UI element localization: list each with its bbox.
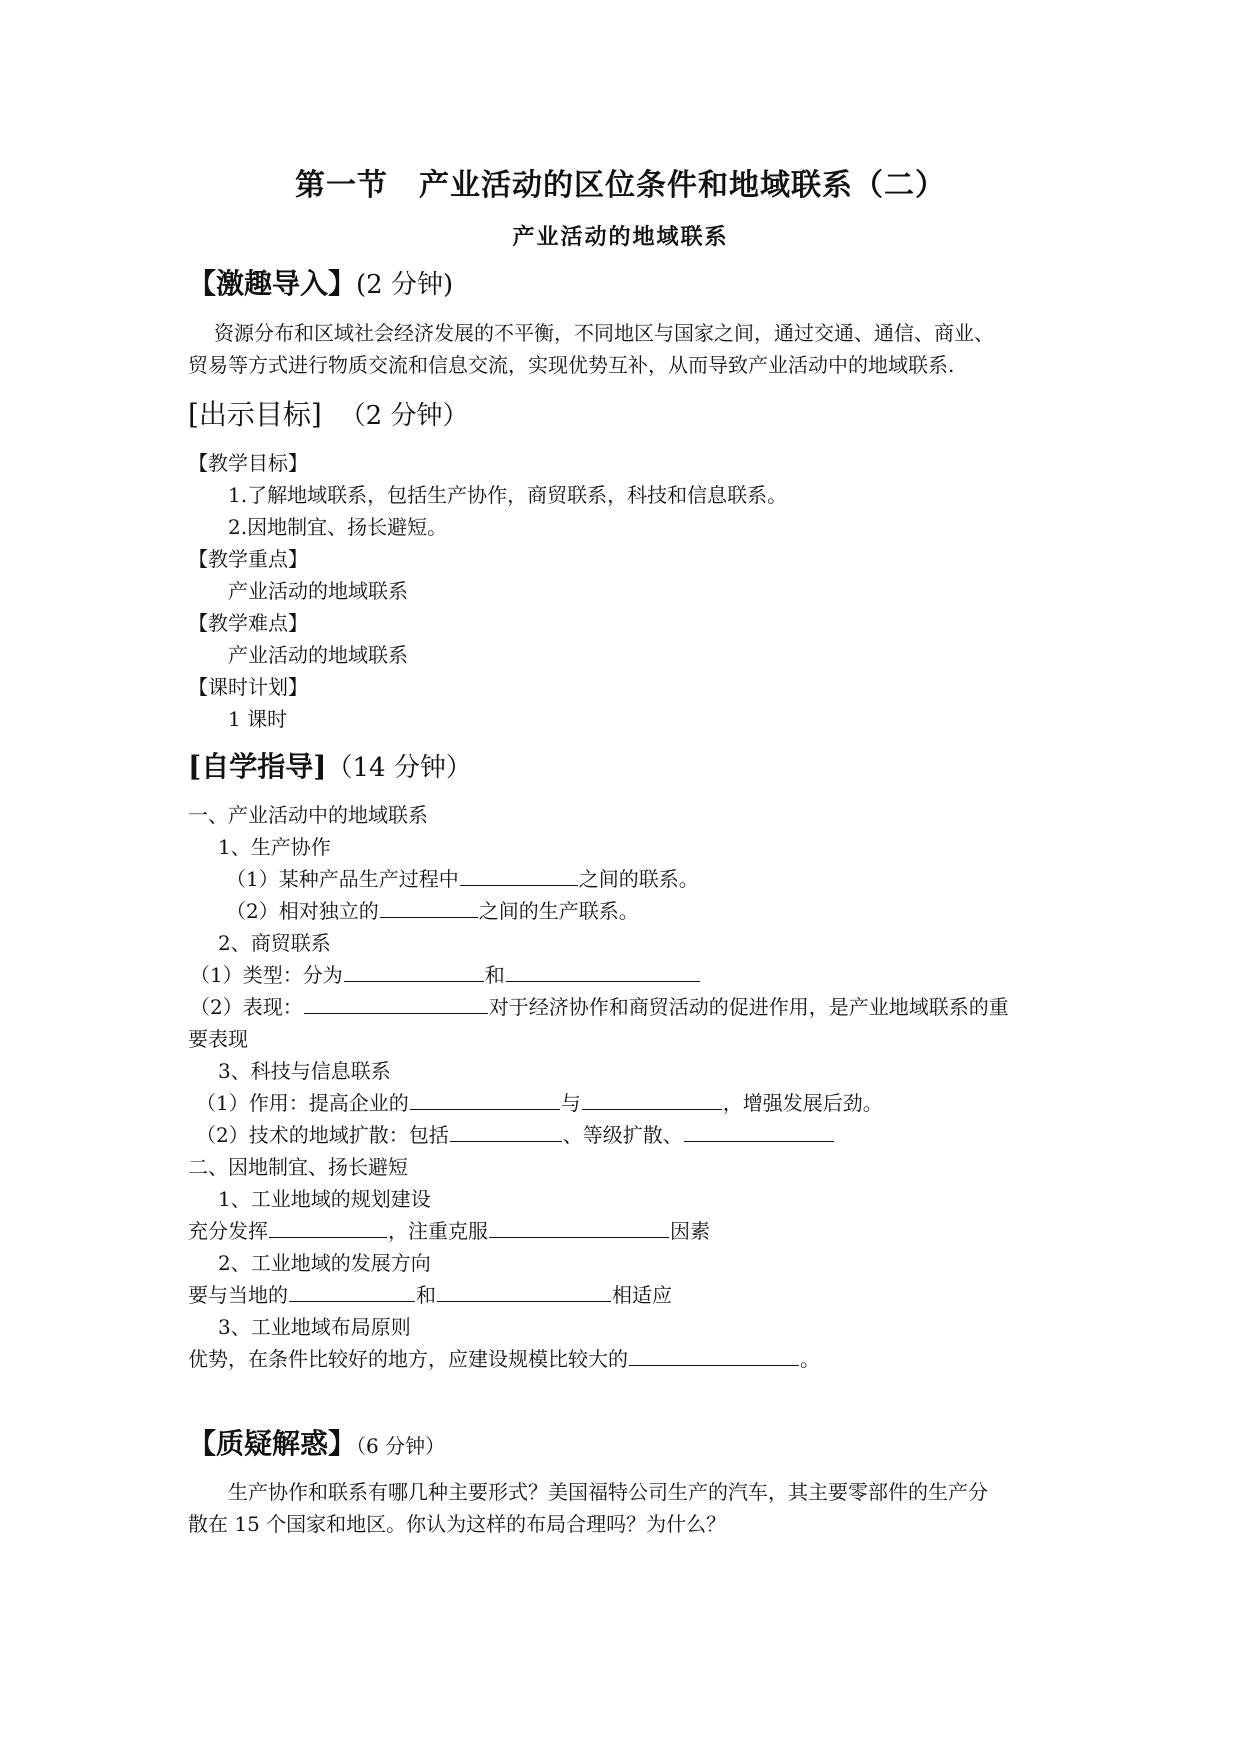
answer-blank[interactable] xyxy=(380,897,478,918)
outline-line-5: 2、商贸联系 xyxy=(218,931,331,955)
qa-heading-label: 【质疑解惑】 xyxy=(188,1427,357,1460)
outline-line-18 xyxy=(188,1343,820,1372)
text-fragment: （2）相对独立的 xyxy=(226,899,379,923)
text-fragment: 要与当地的 xyxy=(188,1283,288,1307)
intro-paragraph-line-2: 贸易等方式进行物质交流和信息交流，实现优势互补，从而导致产业活动中的地域联系. xyxy=(188,353,955,377)
outline-line-3 xyxy=(226,863,699,892)
goal-2: 2.因地制宜、扬长避短。 xyxy=(228,515,448,539)
intro-time: (2 分钟) xyxy=(356,270,454,300)
outline-line-7 xyxy=(190,991,1009,1020)
text-fragment: 之间的联系。 xyxy=(578,867,699,891)
lesson-plan-label: 【课时计划】 xyxy=(188,675,308,699)
outline-line-15: 2、工业地域的发展方向 xyxy=(218,1251,431,1275)
text-fragment: 充分发挥 xyxy=(188,1219,268,1243)
outline-line-10 xyxy=(196,1087,883,1116)
text-fragment: 对于经济协作和商贸活动的促进作用，是产业地域联系的重 xyxy=(488,995,1009,1019)
text-fragment: （2）技术的地域扩散：包括 xyxy=(196,1123,449,1147)
outline-line-6 xyxy=(190,959,701,988)
answer-blank[interactable] xyxy=(506,961,700,982)
answer-blank[interactable] xyxy=(269,1217,387,1238)
text-fragment: 和 xyxy=(416,1283,436,1307)
answer-blank[interactable] xyxy=(289,1281,415,1302)
difficulty-label: 【教学难点】 xyxy=(188,611,308,635)
intro-heading-label: 【激趣导入】 xyxy=(188,267,357,300)
qa-time: （6 分钟） xyxy=(356,1434,446,1458)
outline-line-14 xyxy=(188,1215,710,1244)
self-study-time: （14 分钟） xyxy=(326,753,472,783)
text-fragment: 之间的生产联系。 xyxy=(478,899,639,923)
text-fragment: （1）类型：分为 xyxy=(190,963,343,987)
qa-heading xyxy=(188,1422,445,1462)
outline-line-2: 1、生产协作 xyxy=(218,835,331,859)
intro-heading xyxy=(188,262,453,302)
text-fragment: 。 xyxy=(800,1347,820,1371)
outline-line-17: 3、工业地域布局原则 xyxy=(218,1315,411,1339)
text-fragment: （1）作用：提高企业的 xyxy=(196,1091,409,1115)
outline-line-1: 一、产业活动中的地域联系 xyxy=(188,803,428,827)
qa-paragraph-line-2: 散在 15 个国家和地区。你认为这样的布局合理吗？为什么？ xyxy=(188,1512,727,1536)
goal-1: 1.了解地域联系，包括生产协作，商贸联系，科技和信息联系。 xyxy=(228,483,788,507)
answer-blank[interactable] xyxy=(450,1121,562,1142)
text-fragment: 和 xyxy=(484,963,505,987)
answer-blank[interactable] xyxy=(489,1217,669,1238)
text-fragment: ，注重克服 xyxy=(388,1219,488,1243)
outline-line-11 xyxy=(196,1119,835,1148)
text-fragment: 因素 xyxy=(670,1219,710,1243)
teach-goal-label: 【教学目标】 xyxy=(188,451,308,475)
goals-time: （2 分钟） xyxy=(339,401,469,431)
outline-line-9: 3、科技与信息联系 xyxy=(218,1059,391,1083)
page-subtitle: 产业活动的地域联系 xyxy=(512,224,729,250)
outline-line-8: 要表现 xyxy=(188,1027,248,1051)
lesson-plan-text: 1 课时 xyxy=(228,707,288,731)
text-fragment: 优势，在条件比较好的地方，应建设规模比较大的 xyxy=(188,1347,628,1371)
answer-blank[interactable] xyxy=(304,993,488,1014)
key-point-label: 【教学重点】 xyxy=(188,547,308,571)
self-study-heading xyxy=(188,745,472,785)
difficulty-text: 产业活动的地域联系 xyxy=(228,643,408,667)
answer-blank[interactable] xyxy=(460,865,578,886)
answer-blank[interactable] xyxy=(684,1121,834,1142)
outline-line-12: 二、因地制宜、扬长避短 xyxy=(188,1155,408,1179)
text-fragment: 与 xyxy=(560,1091,581,1115)
outline-line-13: 1、工业地域的规划建设 xyxy=(218,1187,431,1211)
self-study-heading-label: [自学指导] xyxy=(188,750,327,783)
text-fragment: 相适应 xyxy=(612,1283,672,1307)
goals-heading-label: [出示目标] xyxy=(188,398,322,431)
text-fragment: （1）某种产品生产过程中 xyxy=(226,867,459,891)
answer-blank[interactable] xyxy=(437,1281,611,1302)
text-fragment: ，增强发展后劲。 xyxy=(722,1091,883,1115)
key-point-text: 产业活动的地域联系 xyxy=(228,579,408,603)
answer-blank[interactable] xyxy=(344,961,484,982)
answer-blank[interactable] xyxy=(410,1089,560,1110)
outline-line-16 xyxy=(188,1279,672,1308)
page-title: 第一节 产业活动的区位条件和地域联系（二） xyxy=(295,168,946,203)
outline-line-4 xyxy=(226,895,639,924)
answer-blank[interactable] xyxy=(629,1345,799,1366)
goals-heading xyxy=(188,393,468,433)
qa-paragraph-line-1: 生产协作和联系有哪几种主要形式？美国福特公司生产的汽车，其主要零部件的生产分 xyxy=(228,1480,988,1504)
intro-paragraph-line-1: 资源分布和区域社会经济发展的不平衡，不同地区与国家之间，通过交通、通信、商业、 xyxy=(214,321,994,345)
answer-blank[interactable] xyxy=(582,1089,722,1110)
text-fragment: （2）表现： xyxy=(190,995,303,1019)
text-fragment: 、等级扩散、 xyxy=(562,1123,683,1147)
